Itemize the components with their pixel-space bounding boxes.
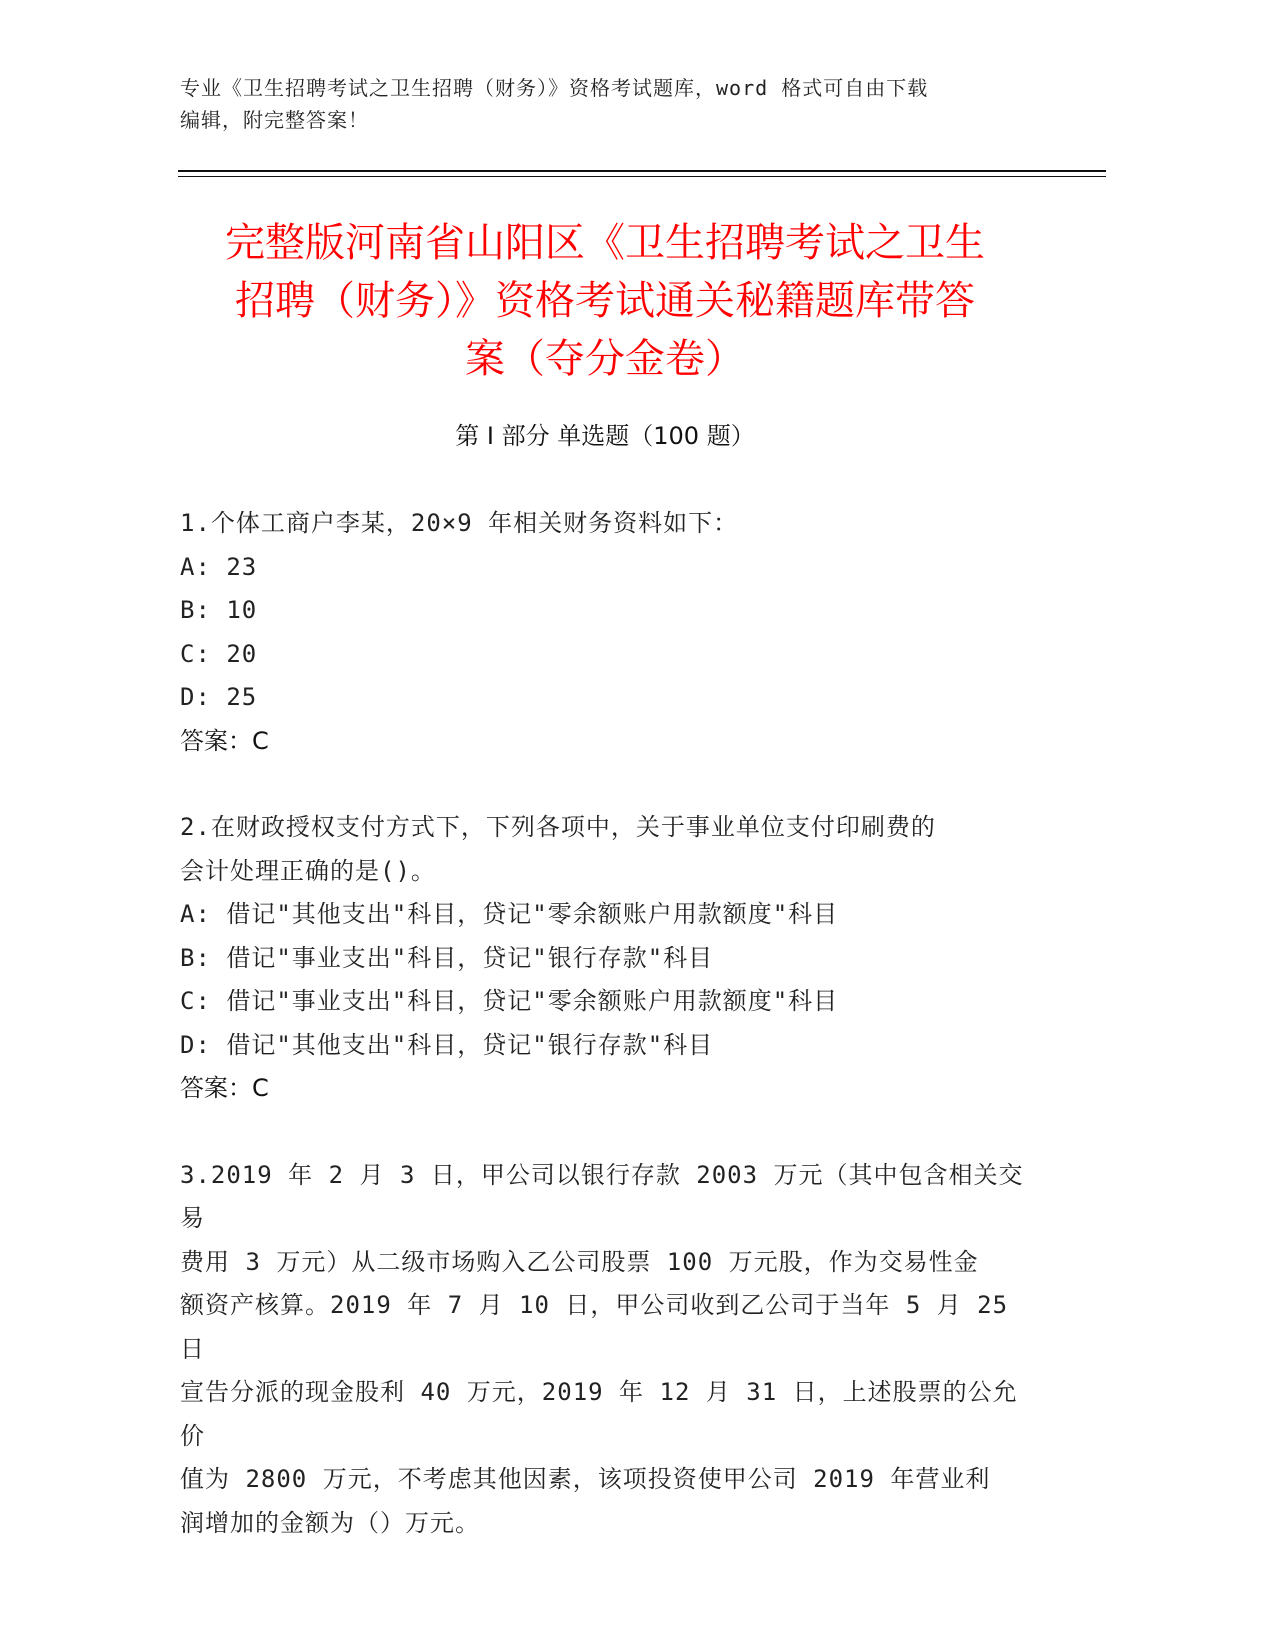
title-line-1: 完整版河南省山阳区《卫生招聘考试之卫生 — [225, 220, 985, 266]
header-divider-thick — [178, 170, 1106, 172]
question-1-option-c: C: 20 — [180, 639, 258, 668]
question-2-option-d: D: 借记"其他支出"科目，贷记"银行存款"科目 — [180, 1030, 714, 1059]
question-1 — [180, 502, 1040, 763]
question-2-option-c: C: 借记"事业支出"科目，贷记"零余额账户用款额度"科目 — [180, 987, 839, 1015]
question-1-option-d: D: 25 — [180, 683, 258, 711]
question-3-stem-line-6: 润增加的金额为（）万元。 — [180, 1508, 480, 1537]
question-3-stem-line-4: 宣告分派的现金股利 40 万元，2019 年 12 月 31 日，上述股票的公允价 — [180, 1378, 1018, 1450]
header-note-line-2: 编辑，附完整答案！ — [180, 108, 369, 132]
header-note-line-1: 专业《卫生招聘考试之卫生招聘（财务）》资格考试题库，word 格式可自由下载 — [180, 76, 929, 100]
question-2-option-a: A: 借记"其他支出"科目，贷记"零余额账户用款额度"科目 — [180, 900, 839, 928]
question-3-stem-line-5: 值为 2800 万元，不考虑其他因素，该项投资使甲公司 2019 年营业利 — [180, 1465, 991, 1493]
question-1-option-b: B: 10 — [180, 596, 258, 624]
question-2-stem-line-2: 会计处理正确的是()。 — [180, 856, 436, 885]
question-3-stem-line-1: 3.2019 年 2 月 3 日，甲公司以银行存款 2003 万元（其中包含相关交易 — [180, 1160, 1024, 1232]
question-2 — [180, 806, 1040, 1111]
question-3-stem-line-2: 费用 3 万元）从二级市场购入乙公司股票 100 万元股，作为交易性金 — [180, 1247, 979, 1276]
header-divider-thin — [178, 176, 1106, 177]
question-3 — [180, 1154, 1040, 1546]
question-1-stem-line-1: 1.个体工商户李某，20×9 年相关财务资料如下： — [180, 509, 739, 537]
question-list — [180, 502, 1040, 1545]
question-2-answer: 答案：C — [180, 1074, 269, 1102]
question-2-stem-line-1: 2.在财政授权支付方式下，下列各项中，关于事业单位支付印刷费的 — [180, 813, 936, 841]
question-1-answer: 答案：C — [180, 726, 269, 755]
section-heading: 第 I 部分 单选题（100 题） — [455, 422, 755, 450]
question-spacer — [180, 763, 1040, 806]
document-title — [180, 214, 1030, 388]
title-line-3: 案（夺分金卷） — [465, 336, 745, 382]
question-1-option-a: A: 23 — [180, 552, 258, 581]
header-note — [180, 72, 1110, 136]
title-line-2: 招聘（财务）》资格考试通关秘籍题库带答 — [235, 278, 975, 324]
question-spacer — [180, 1111, 1040, 1154]
question-2-option-b: B: 借记"事业支出"科目，贷记"银行存款"科目 — [180, 943, 714, 972]
question-3-stem-line-3: 额资产核算。2019 年 7 月 10 日，甲公司收到乙公司于当年 5 月 25 日 — [180, 1291, 1024, 1363]
